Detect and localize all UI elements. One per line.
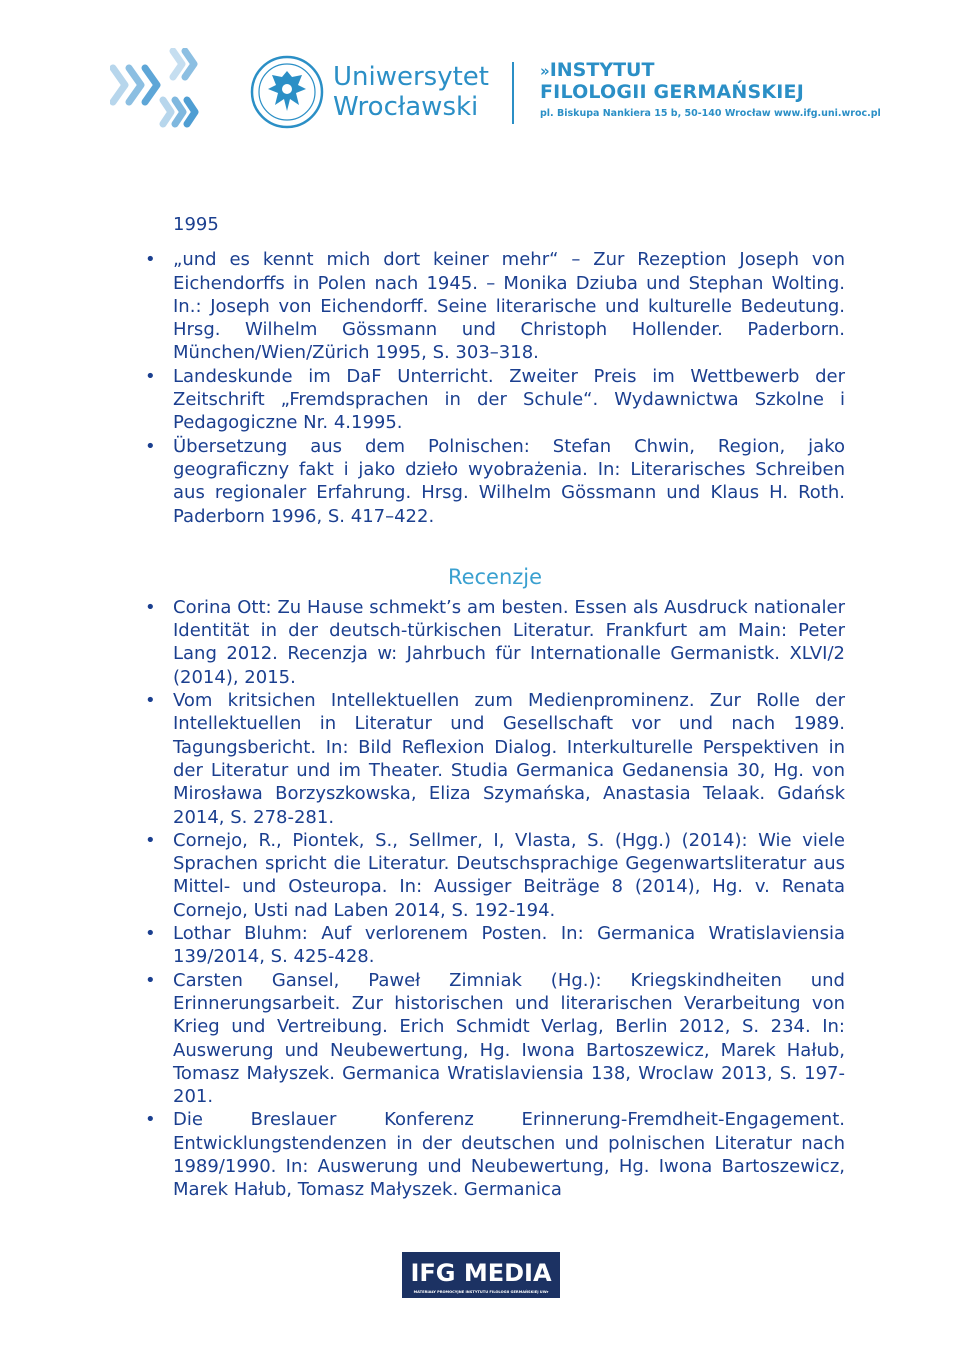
institute-line2: FILOLOGII GERMAŃSKIEJ (540, 81, 805, 103)
institute-address: pl. Biskupa Nankiera 15 b, 50-140 Wrocław www.ifg.uni.wroc.pl (540, 108, 881, 119)
main-content (145, 213, 845, 1202)
section-title-recenzje: Recenzje (447, 564, 543, 589)
list-item: • Cornejo, R., Piontek, S., Sellmer, I, Vlasta, S. (Hgg.) (2014): Wie viele Sprachen spricht die Literatur. Deutschsprachige Gegenwartsliteratur aus Mittel- und Osteuropa. In: Aussiger Beiträge 8 (2014), Hg. v. Renata Cornejo, Usti nad Laben 2014, S. 192-194. (145, 829, 845, 922)
university-name-line2: Wrocławski (333, 92, 479, 122)
publication-list (145, 248, 845, 528)
university-name (333, 62, 489, 122)
university-seal-icon (250, 55, 324, 129)
institute-prefix-icon: » (540, 62, 550, 80)
logo-text: IFG MEDIA (410, 1259, 552, 1287)
logo-tagline: MATERIAŁY PROMOCYJNE INSTYTUTU FILOLOGII GERMAŃSKIEJ UWr (413, 1290, 549, 1294)
list-item: • Corina Ott: Zu Hause schmekt’s am besten. Essen als Ausdruck nationaler Identität in der deutsch-türkischen Literatur. Frankfurt am Main: Peter Lang 2012. Recenzja w: Jahrbuch für Internationalle Germanistk. XLVI/2 (2014), 2015. (145, 596, 845, 689)
ifg-media-logo (402, 1252, 560, 1298)
review-list (145, 596, 845, 1202)
list-item: • Landeskunde im DaF Unterricht. Zweiter Preis im Wettbewerb der Zeitschrift „Fremdsprachen in der Schule“. Wydawnictwa Szkolne i Pedagogiczne Nr. 4.1995. (145, 365, 845, 435)
university-name-line1: Uniwersytet (333, 62, 489, 92)
institute-line1: INSTYTUT (549, 59, 655, 81)
list-item: • Lothar Bluhm: Auf verlorenem Posten. In: Germanica Wratislaviensia 139/2014, S. 425-428. (145, 922, 845, 969)
page-header (0, 0, 960, 150)
year-heading: 1995 (173, 214, 219, 235)
institute-name (540, 60, 881, 122)
list-item: • Carsten Gansel, Paweł Zimniak (Hg.): Kriegskindheiten und Erinnerungsarbeit. Zur historischen und literarischen Verarbeitung von Krieg und Vertreibung. Erich Schmidt Verlag, Berlin 2012, S. 234. In: Auswerung und Neubewertung, Hg. Iwona Bartoszewicz, Marek Hałub, Tomasz Małyszek. Germanica Wratislaviensia 138, Wroclaw 2013, S. 197-201. (145, 969, 845, 1109)
list-item: • Die Breslauer Konferenz Erinnerung-Fremdheit-Engagement. Entwicklungstendenzen in der deutschen und polnischen Literatur nach 1989/1990. In: Auswerung und Neubewertung, Hg. Iwona Bartoszewicz, Marek Hałub, Tomasz Małyszek. Germanica (145, 1108, 845, 1201)
list-item: • Vom kritsichen Intellektuellen zum Medienprominenz. Zur Rolle der Intellektuellen in Literatur und Gesellschaft vor und nach 1989. Tagungsbericht. In: Bild Reflexion Dialog. Interkulturelle Perspektiven in der Literatur und im Theater. Studia Germanica Gedanensia 30, Hg. von Mirosława Borzyszkowska, Eliza Szymańska, Anastasia Telaak. Gdańsk 2014, S. 278-281. (145, 689, 845, 829)
list-item: • Übersetzung aus dem Polnischen: Stefan Chwin, Region, jako geograficzny fakt i jako dzieło wyobrażenia. In: Literarisches Schreiben aus regionaler Erfahrung. Hrsg. Wilhelm Gössmann und Klaus H. Roth. Paderborn 1996, S. 417–422. (145, 435, 845, 528)
list-item: • „und es kennt mich dort keiner mehr“ – Zur Rezeption Joseph von Eichendorffs in Polen nach 1945. – Monika Dziuba und Stephan Wolting. In.: Joseph von Eichendorff. Seine literarische und kulturelle Bedeutung. Hrsg. Wilhelm Gössmann und Christoph Hollender. Paderborn. München/Wien/Zürich 1995, S. 303–318. (145, 248, 845, 364)
chevron-decoration-icon (110, 48, 220, 138)
header-divider (512, 62, 514, 124)
